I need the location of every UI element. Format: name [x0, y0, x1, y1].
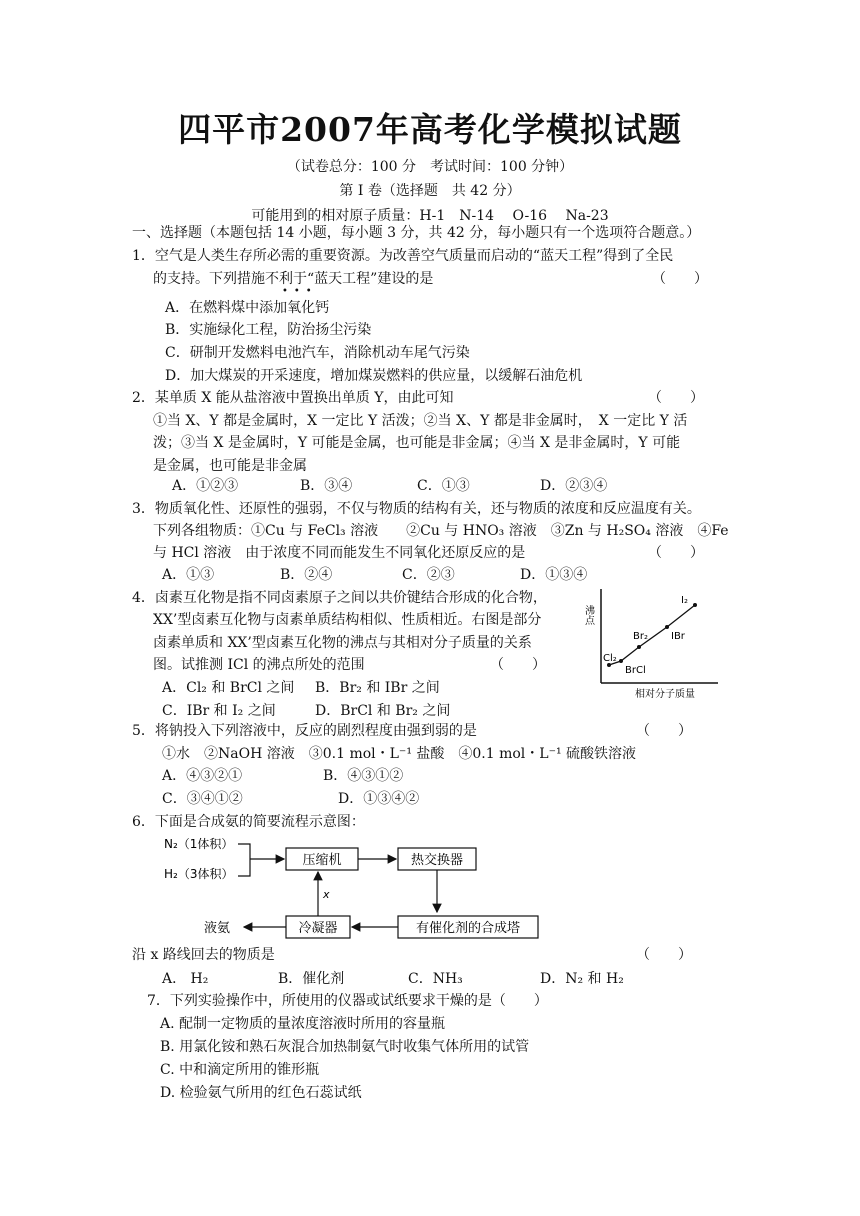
q1-option-d: D．加大煤炭的开采速度，增加煤炭燃料的供应量，以缓解石油危机	[165, 368, 583, 384]
flow-h2-label: H₂（3体积）	[164, 867, 234, 881]
q1-answer-paren: （ ）	[652, 271, 708, 287]
q3-stem-line3: 与 HCl 溶液 由于浓度不同而能发生不同氧化还原反应的是	[153, 545, 526, 561]
part-heading: 第 I 卷（选择题 共 42 分）	[339, 183, 521, 199]
q2-option-c: C．①③	[417, 478, 470, 494]
q2-option-d: D．②③④	[540, 478, 608, 494]
q5-option-a: A．④③②①	[162, 768, 243, 784]
q1-option-a: A．在燃料煤中添加氧化钙	[165, 300, 330, 316]
q4-stem-line3: 卤素单质和 XX’型卤素互化物的沸点与其相对分子质量的关系	[153, 635, 532, 651]
q3-option-c: C．②③	[402, 567, 455, 583]
section-heading: 一、选择题（本题包括 14 小题，每小题 3 分，共 42 分，每小题只有一个选项符合题意。）	[132, 225, 701, 241]
q6-option-a: A． H₂	[162, 971, 209, 987]
q4-stem-line4: 图。试推测 ICl 的沸点所处的范围	[153, 657, 365, 673]
flow-x-label: x	[323, 888, 330, 901]
q6-option-b: B．催化剂	[278, 971, 345, 987]
q2-option-b: B．③④	[300, 478, 353, 494]
q5-stem-line2: ①水 ②NaOH 溶液 ③0.1 mol・L⁻¹ 盐酸 ④0.1 mol・L⁻¹ 硫酸铁溶液	[162, 746, 637, 762]
q4-stem-line1: 4．卤素互化物是指不同卤素原子之间以共价键结合形成的化合物，	[132, 590, 547, 606]
q5-option-b: B．④③①②	[323, 768, 404, 784]
q4-stem-line2: XX’型卤素互化物与卤素单质结构相似、性质相近。右图是部分	[153, 612, 542, 628]
flow-condenser-label: 冷凝器	[298, 921, 338, 936]
graph-label-ibr: IBr	[671, 631, 685, 642]
graph-xlabel: 相对分子质量	[635, 689, 695, 700]
q1-option-c: C．研制开发燃料电池汽车，消除机动车尾气污染	[165, 345, 470, 361]
q6-stem-line1: 6．下面是合成氨的简要流程示意图：	[132, 814, 365, 830]
flow-heat-exchanger-label: 热交换器	[410, 853, 464, 868]
graph-point-br2	[637, 645, 641, 649]
q3-stem-line2: 下列各组物质：①Cu 与 FeCl₃ 溶液 ②Cu 与 HNO₃ 溶液 ③Zn 与 H₂SO₄ 溶液 ④Fe	[153, 523, 729, 539]
page-title: 四平市2007年高考化学模拟试题	[178, 110, 682, 149]
boiling-point-graph	[582, 585, 725, 705]
q4-answer-paren: （ ）	[490, 657, 546, 673]
q5-answer-paren: （ ）	[636, 723, 692, 739]
q2-option-a: A．①②③	[172, 478, 239, 494]
q2-stem-line3: 泼；③当 X 是金属时，Y 可能是金属，也可能是非金属；④当 X 是非金属时，Y 可能	[153, 435, 681, 451]
q7-stem-line1: 7．下列实验操作中，所使用的仪器或试纸要求干燥的是（ ）	[147, 993, 548, 1009]
flow-n2-label: N₂（1体积）	[164, 837, 234, 851]
flow-compressor-label: 压缩机	[302, 853, 342, 868]
q3-option-a: A．①③	[162, 567, 215, 583]
flow-liquid-ammonia-label: 液氨	[204, 921, 231, 936]
q1-stem-line2: 的支持。下列措施不利于“蓝天工程”建设的是	[153, 271, 434, 287]
graph-label-brcl: BrCl	[625, 665, 646, 676]
graph-point-brcl	[619, 659, 623, 663]
q7-option-c: C. 中和滴定所用的锥形瓶	[160, 1062, 320, 1078]
q3-option-b: B．②④	[280, 567, 333, 583]
q4-option-b: B．Br₂ 和 IBr 之间	[315, 680, 440, 696]
graph-label-br2: Br₂	[633, 631, 648, 642]
q6-option-d: D．N₂ 和 H₂	[540, 971, 624, 987]
q1-stem-line1: 1．空气是人类生存所必需的重要资源。为改善空气质量而启动的“蓝天工程”得到了全民	[132, 248, 674, 264]
ammonia-flow-diagram	[160, 832, 550, 944]
emphasis-dots: •••	[282, 286, 318, 297]
q2-stem-line2: ①当 X、Y 都是金属时，X 一定比 Y 活泼；②当 X、Y 都是非金属时， X 一定比 Y 活	[153, 413, 688, 429]
q7-option-d: D. 检验氨气所用的红色石蕊试纸	[160, 1085, 362, 1101]
q1-option-b: B．实施绿化工程，防治扬尘污染	[165, 322, 372, 338]
graph-label-cl2: Cl₂	[603, 653, 617, 664]
exam-meta: （试卷总分：100 分 考试时间：100 分钟）	[286, 159, 574, 175]
flow-tower-label: 有催化剂的合成塔	[415, 921, 521, 936]
q3-answer-paren: （ ）	[648, 545, 704, 561]
q3-stem-line1: 3．物质氧化性、还原性的强弱，不仅与物质的结构有关，还与物质的浓度和反应温度有关。	[132, 501, 701, 517]
graph-ylabel: 沸点	[582, 605, 594, 625]
q5-stem-line1: 5．将钠投入下列溶液中，反应的剧烈程度由强到弱的是	[132, 723, 477, 739]
q2-stem-line1: 2．某单质 X 能从盐溶液中置换出单质 Y，由此可知	[132, 390, 454, 406]
q6-option-c: C．NH₃	[408, 971, 463, 987]
q6-stem-line2: 沿 x 路线回去的物质是	[132, 947, 275, 963]
q3-option-d: D．①③④	[520, 567, 588, 583]
q2-stem-line4: 是金属，也可能是非金属	[153, 458, 307, 474]
q7-option-b: B. 用氯化铵和熟石灰混合加热制氨气时收集气体所用的试管	[160, 1039, 530, 1055]
q7-option-a: A. 配制一定物质的量浓度溶液时所用的容量瓶	[160, 1016, 446, 1032]
flow-merge-bracket	[238, 844, 250, 876]
graph-label-i2: I₂	[681, 595, 688, 606]
graph-point-i2	[693, 603, 697, 607]
q4-option-a: A．Cl₂ 和 BrCl 之间	[162, 680, 295, 696]
q4-option-c: C．IBr 和 I₂ 之间	[162, 703, 276, 719]
q2-answer-paren: （ ）	[648, 390, 704, 406]
q6-answer-paren: （ ）	[636, 947, 692, 963]
q5-option-d: D．①③④②	[338, 791, 420, 807]
q5-option-c: C．③④①②	[162, 791, 243, 807]
atomic-masses: 可能用到的相对原子质量：H-1 N-14 O-16 Na-23	[251, 208, 609, 224]
graph-point-ibr	[665, 625, 669, 629]
q4-option-d: D．BrCl 和 Br₂ 之间	[315, 703, 451, 719]
